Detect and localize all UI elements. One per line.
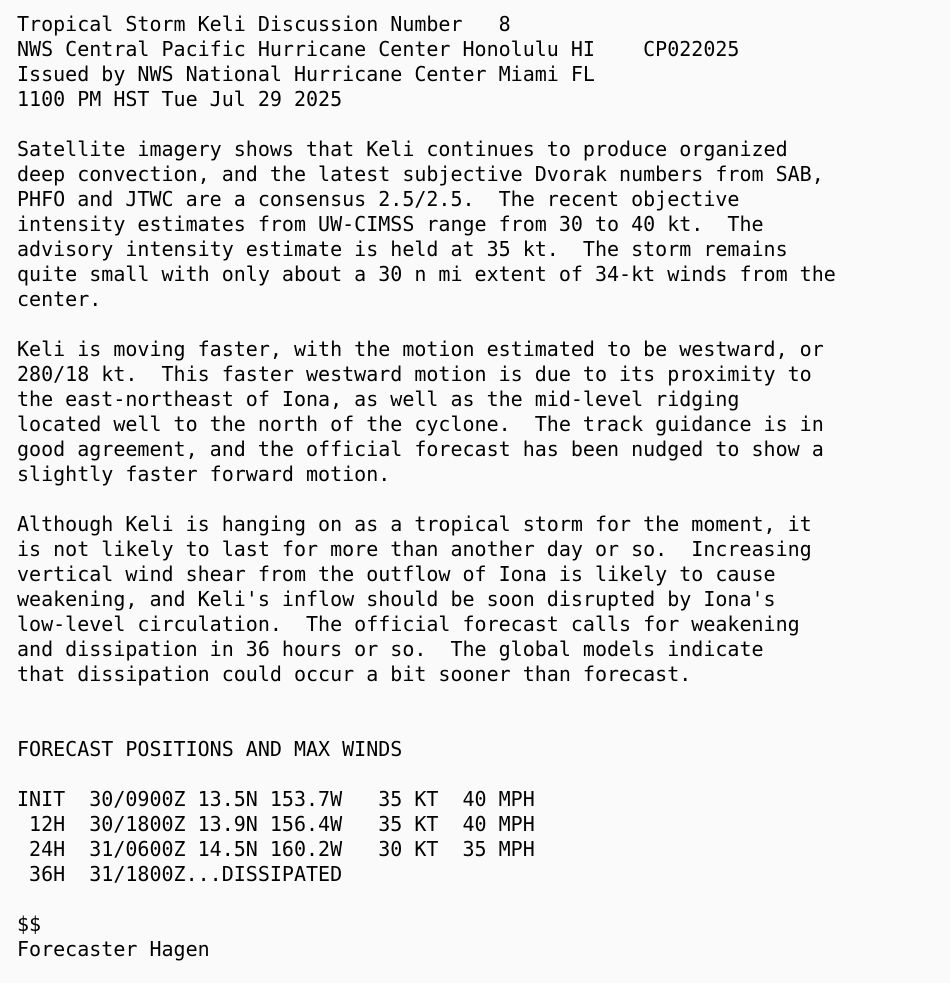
discussion-footer [17,912,950,962]
spacer [17,112,950,137]
paragraph-line: vertical wind shear from the outflow of Iona is likely to cause [17,562,776,586]
paragraph-line: center. [17,287,102,311]
paragraph-line: low-level circulation. The official forecast calls for weakening [17,612,800,636]
paragraph-line: deep convection, and the latest subjective Dvorak numbers from SAB, [17,162,824,186]
forecast-row: 24H 31/0600Z 14.5N 160.2W 30 KT 35 MPH [17,837,535,861]
forecast-row: 36H 31/1800Z...DISSIPATED [17,862,343,886]
forecaster-name: Forecaster Hagen [17,937,210,961]
paragraph-line: slightly faster forward motion. [17,462,391,486]
paragraph-outlook [17,512,950,687]
spacer [17,887,950,912]
paragraph-line: located well to the north of the cyclone. The track guidance is in [17,412,824,436]
paragraph-line: advisory intensity estimate is held at 35 kt. The storm remains [17,237,788,261]
forecast-row: INIT 30/0900Z 13.5N 153.7W 35 KT 40 MPH [17,787,535,811]
spacer [17,762,950,787]
paragraph-line: intensity estimates from UW-CIMSS range from 30 to 40 kt. The [17,212,764,236]
paragraph-line: PHFO and JTWC are a consensus 2.5/2.5. The recent objective [17,187,740,211]
issue-datetime: 1100 PM HST Tue Jul 29 2025 [17,87,343,111]
spacer [17,312,950,337]
discussion-title: Tropical Storm Keli Discussion Number 8 [17,12,511,36]
paragraph-line: weakening, and Keli's inflow should be soon disrupted by Iona's [17,587,776,611]
paragraph-line: the east-northeast of Iona, as well as the mid-level ridging [17,387,740,411]
paragraph-line: good agreement, and the official forecast has been nudged to show a [17,437,824,461]
paragraph-line: that dissipation could occur a bit sooner than forecast. [17,662,692,686]
issued-by: Issued by NWS National Hurricane Center Miami FL [17,62,595,86]
paragraph-motion [17,337,950,487]
paragraph-line: Keli is moving faster, with the motion estimated to be westward, or [17,337,824,361]
issuing-office: NWS Central Pacific Hurricane Center Honolulu HI CP022025 [17,37,740,61]
discussion-header [17,12,950,112]
paragraph-line: and dissipation in 36 hours or so. The global models indicate [17,637,764,661]
spacer [17,687,950,737]
forecast-heading: FORECAST POSITIONS AND MAX WINDS [17,737,403,761]
end-marker: $$ [17,912,42,936]
paragraph-line: is not likely to last for more than another day or so. Increasing [17,537,812,561]
forecast-section [17,737,950,887]
paragraph-line: Satellite imagery shows that Keli continues to produce organized [17,137,788,161]
paragraph-intensity [17,137,950,312]
forecast-row: 12H 30/1800Z 13.9N 156.4W 35 KT 40 MPH [17,812,535,836]
paragraph-line: quite small with only about a 30 n mi extent of 34-kt winds from the [17,262,836,286]
paragraph-line: Although Keli is hanging on as a tropical storm for the moment, it [17,512,812,536]
paragraph-line: 280/18 kt. This faster westward motion is due to its proximity to [17,362,812,386]
spacer [17,487,950,512]
